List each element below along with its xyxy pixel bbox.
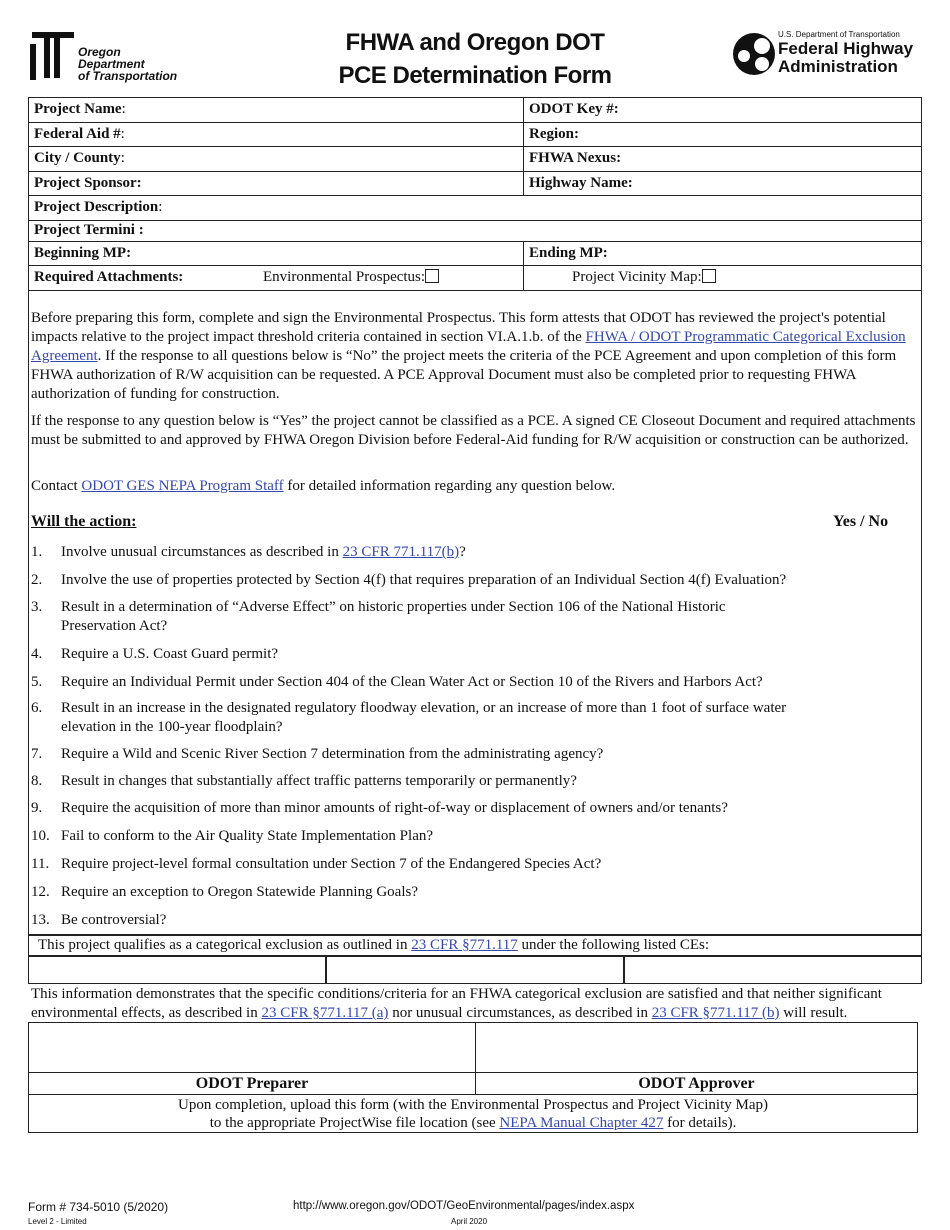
question-number: 8. (31, 773, 43, 789)
question-text: Fail to conform to the Air Quality State Implementation Plan? (61, 828, 434, 844)
question-item (31, 645, 891, 664)
form-number: Form # 734-5010 (5/2020) (28, 1200, 169, 1214)
question-text: Involve unusual circumstances as described in (61, 544, 343, 560)
question-item (31, 745, 891, 764)
field-text: : (120, 150, 125, 167)
question-number: 1. (31, 544, 43, 560)
question-text: Be controversial? (61, 912, 167, 928)
title-line-1: FHWA and Oregon DOT (345, 29, 605, 56)
question-item (31, 799, 891, 818)
approver-label: ODOT Approver (475, 1072, 918, 1095)
fhwa-logo-small: U.S. Department of Transportation (778, 30, 900, 39)
logo-line: Department (78, 57, 145, 71)
question-number: 12. (31, 884, 50, 900)
project-name-field[interactable] (29, 98, 524, 123)
field-text: Environmental Prospectus: (263, 269, 426, 286)
cfr-771-117-link[interactable]: 23 CFR §771.117 (411, 937, 518, 953)
ce-input-2[interactable] (326, 956, 624, 984)
logo-line: Administration (778, 57, 898, 76)
field-text: : (121, 101, 126, 118)
question-number: 4. (31, 646, 43, 662)
question-number: 9. (31, 800, 43, 816)
question-text-cont: elevation in the 100-year floodplain? (61, 719, 283, 735)
question-number: 3. (31, 599, 43, 615)
question-text: Result in a determination of “Adverse Effect” on historic properties under Section 106 of the National Historic (61, 599, 726, 615)
footer-date: April 2020 (451, 1217, 488, 1226)
field-text: will result. (779, 1005, 848, 1021)
upload-instructions (28, 1094, 918, 1133)
project-sponsor-field[interactable] (29, 171, 524, 196)
field-text: . If the response to all questions below is “No” the project meets the criteria of the PCE Agreement and upon completion of this form FHWA authorization of R/W acquisition can be requested. A PCE Approval Document must also be completed prior to requesting FHWA authorization of funding for construction. (31, 348, 897, 402)
question-number: 6. (31, 700, 43, 716)
preparer-label: ODOT Preparer (28, 1072, 476, 1095)
question-text: Require a Wild and Scenic River Section 7 determination from the administrating agency? (61, 746, 604, 762)
question-number: 11. (31, 856, 50, 872)
field-text: ODOT Key #: (529, 101, 619, 118)
question-item (31, 827, 891, 846)
title-line-2: PCE Determination Form (338, 62, 612, 89)
field-text: Project Name (34, 101, 122, 118)
field-text: Before preparing this form, complete and sign the Environmental Prospectus. This form attests that ODOT has reviewed the project's potential impacts relative to the project impact threshold criteria contained in section VI.A.1.b. of the (31, 310, 886, 345)
question-number: 2. (31, 572, 43, 588)
question-text: Require a U.S. Coast Guard permit? (61, 646, 279, 662)
field-text: under the following listed CEs: (517, 937, 709, 953)
field-text: Federal Aid # (34, 125, 121, 142)
field-text: for detailed information regarding any question below. (283, 478, 616, 494)
question-item (31, 772, 891, 791)
field-text: Highway Name: (529, 174, 633, 191)
question-link[interactable]: 23 CFR 771.117(b) (342, 544, 460, 560)
field-text: for details). (663, 1115, 737, 1131)
vicinity-map-checkbox[interactable] (702, 269, 716, 283)
question-item (31, 571, 891, 590)
nepa-manual-link[interactable]: NEPA Manual Chapter 427 (499, 1115, 664, 1131)
question-text: Require the acquisition of more than minor amounts of right-of-way or displacement of owners and/or tenants? (61, 800, 728, 816)
question-item (31, 598, 891, 636)
ce-input-3[interactable] (624, 956, 922, 984)
field-text: Contact (31, 478, 82, 494)
field-text: This project qualifies as a categorical exclusion as outlined in (38, 937, 412, 953)
field-text: FHWA Nexus: (529, 150, 622, 167)
city-county-field[interactable] (29, 147, 524, 172)
federal-aid-field[interactable] (29, 122, 524, 147)
field-text: : (120, 125, 125, 142)
field-text: Ending MP: (529, 244, 608, 261)
project-termini-field[interactable] (29, 220, 922, 241)
region-field[interactable] (524, 122, 922, 147)
field-text: Beginning MP: (34, 244, 132, 261)
odot-key-field[interactable] (524, 98, 922, 123)
pce-agreement-link[interactable]: FHWA / ODOT Programmatic Categorical Exclusion Agreement (31, 329, 906, 364)
dot-tri-star-logo-icon (732, 32, 776, 81)
upload-line-2 (29, 1114, 917, 1132)
required-attachments (29, 266, 524, 291)
question-item (31, 855, 891, 874)
demonstration-statement (31, 985, 921, 1023)
cfr-771-117b-link[interactable]: 23 CFR §771.117 (b) (651, 1005, 780, 1021)
intro-paragraph-3 (31, 477, 921, 496)
logo-line: of Transportation (78, 69, 178, 83)
question-text-end: ? (459, 544, 466, 560)
field-text: : (158, 199, 163, 216)
project-description-field[interactable] (29, 196, 922, 221)
question-text: Require project-level formal consultation under Section 7 of the Endangered Species Act? (61, 856, 602, 872)
question-item (31, 911, 891, 930)
approver-signature-box[interactable] (475, 1022, 918, 1073)
preparer-signature-box[interactable] (28, 1022, 476, 1073)
intro-paragraph-1 (31, 309, 921, 404)
question-number: 5. (31, 674, 43, 690)
field-text: nor unusual circumstances, as described in (388, 1005, 652, 1021)
question-text: Result in changes that substantially affect traffic patterns temporarily or permanently? (61, 773, 577, 789)
cfr-771-117a-link[interactable]: 23 CFR §771.117 (a) (261, 1005, 389, 1021)
nepa-staff-link[interactable]: ODOT GES NEPA Program Staff (81, 478, 284, 494)
ce-input-1[interactable] (28, 956, 326, 984)
fhwa-nexus-field[interactable] (524, 147, 922, 172)
question-item (31, 543, 891, 562)
logo-line: Oregon (78, 45, 121, 59)
question-text-cont: Preservation Act? (61, 618, 168, 634)
field-text: Project Description (34, 199, 159, 216)
footer-url[interactable]: http://www.oregon.gov/ODOT/GeoEnvironmental/pages/index.aspx (293, 1200, 635, 1212)
field-text: City / County (34, 150, 121, 167)
question-number: 10. (31, 828, 50, 844)
ending-mp-field[interactable] (524, 241, 922, 266)
field-text: to the appropriate ProjectWise file location (see (209, 1115, 500, 1131)
question-text: Require an exception to Oregon Statewide Planning Goals? (61, 884, 418, 900)
question-item (31, 883, 891, 902)
question-item (31, 699, 891, 737)
field-text: Region: (529, 125, 579, 142)
questions-heading: Will the action: (31, 513, 137, 530)
ce-statement (28, 935, 922, 956)
field-text: This information demonstrates that the specific conditions/criteria for an FHWA categorical exclusion are satisfied and that neither significant environmental effects, as described in (31, 986, 882, 1021)
field-text: Required Attachments: (34, 269, 184, 286)
upload-line-1: Upon completion, upload this form (with the Environmental Prospectus and Project Vicinity Map) (178, 1097, 768, 1113)
env-prospectus-checkbox[interactable] (425, 269, 439, 283)
question-number: 13. (31, 912, 50, 928)
question-text: Result in an increase in the designated regulatory floodway elevation, or an increase of more than 1 foot of surface water (61, 700, 787, 716)
question-text: Require an Individual Permit under Section 404 of the Clean Water Act or Section 10 of the Rivers and Harbors Act? (61, 674, 763, 690)
access-level: Level 2 - Limited (28, 1217, 87, 1226)
highway-name-field[interactable] (524, 171, 922, 196)
intro-paragraph-2: If the response to any question below is “Yes” the project cannot be classified as a PCE. A signed CE Closeout Document and required attachments must be submitted to and approved by FHWA Oregon Division before Federal-Aid funding for R/W acquisition or construction can be authorized. (31, 413, 916, 448)
yes-no-header: Yes / No (833, 513, 889, 530)
question-number: 7. (31, 746, 43, 762)
fhwa-logo-text (778, 40, 913, 76)
field-text: Project Sponsor: (34, 174, 142, 191)
field-text: Project Termini : (34, 222, 144, 238)
project-info-table (28, 97, 922, 291)
question-item (31, 673, 891, 692)
vicinity-map-attachment (524, 266, 922, 291)
logo-line: Federal Highway (778, 39, 914, 58)
field-text: Project Vicinity Map: (572, 269, 702, 286)
beginning-mp-field[interactable] (29, 241, 524, 266)
question-text: Involve the use of properties protected by Section 4(f) that requires preparation of an Individual Section 4(f) Evaluation? (61, 572, 787, 588)
